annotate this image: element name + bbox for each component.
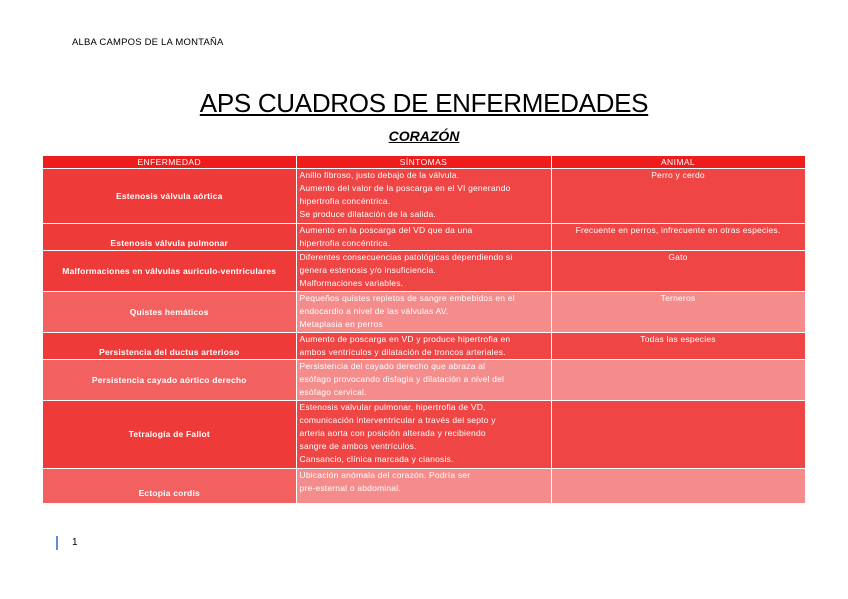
symptom-line: esófago provocando disfagia y dilatación a nivel del (299, 374, 505, 384)
symptom-line: Malformaciones variables. (299, 278, 404, 288)
symptoms-cell (296, 224, 551, 251)
animal-cell (551, 469, 805, 503)
table-row (43, 251, 805, 292)
disease-cell: Persistencia del ductus arterioso (43, 333, 296, 360)
symptom-line: Aumento del valor de la poscarga en el VI generando (299, 183, 511, 193)
symptom-line: esófago cervical. (299, 387, 367, 397)
animal-cell: Perro y cerdo (551, 169, 805, 224)
page-number: 1 (56, 536, 78, 550)
column-header-disease: ENFERMEDAD (43, 156, 296, 169)
symptom-line: Anillo fibroso, justo debajo de la válvula. (299, 170, 460, 180)
table-row (43, 333, 805, 360)
disease-cell: Malformaciones en válvulas auriculo-ventriculares (43, 251, 296, 292)
animal-cell: Gato (551, 251, 805, 292)
symptom-line: Metaplasia en perros (299, 319, 383, 329)
symptom-line: genera estenosis y/o insuficiencia. (299, 265, 436, 275)
table-row (43, 292, 805, 333)
symptoms-cell (296, 469, 551, 503)
table-row (43, 169, 805, 224)
symptoms-cell (296, 251, 551, 292)
disease-cell: Estenosis válvula aórtica (43, 169, 296, 224)
disease-cell: Tetralogía de Fallot (43, 401, 296, 469)
symptom-line: ambos ventrículos y dilatación de troncos arteriales. (299, 347, 506, 357)
table-row (43, 401, 805, 469)
symptoms-cell (296, 333, 551, 360)
symptom-line: hipertrofia concéntrica. (299, 238, 391, 248)
symptom-line: Persistencia del cayado derecho que abraza al (299, 361, 486, 371)
animal-cell: Todas las especies (551, 333, 805, 360)
symptoms-cell (296, 360, 551, 401)
animal-cell (551, 360, 805, 401)
symptom-line: sangre de ambos ventrículos. (299, 441, 417, 451)
symptom-line: pre-esternal o abdominal. (299, 483, 401, 493)
table-row (43, 224, 805, 251)
symptom-line: Aumento en la poscarga del VD que da una (299, 225, 473, 235)
symptom-line: Cansancio, clínica marcada y cianosis. (299, 454, 454, 464)
symptom-line: Se produce dilatación de la salida. (299, 209, 436, 219)
symptom-line: Pequeños quistes repletos de sangre embebidos en el (299, 293, 515, 303)
symptom-line: hipertrofia concéntrica. (299, 196, 391, 206)
symptom-line: Ubicación anómala del corazón. Podría ser (299, 470, 471, 480)
column-header-animal: ANIMAL (551, 156, 805, 169)
table-row (43, 469, 805, 503)
symptom-line: Aumento de poscarga en VD y produce hipertrofia en (299, 334, 511, 344)
animal-cell: Terneros (551, 292, 805, 333)
symptom-line: Diferentes consecuencias patológicas dependiendo si (299, 252, 513, 262)
disease-cell: Persistencia cayado aórtico derecho (43, 360, 296, 401)
table-row (43, 360, 805, 401)
symptom-line: Estenosis valvular pulmonar, hipertrofia de VD, (299, 402, 486, 412)
disease-cell: Ectopia cordis (43, 469, 296, 503)
symptoms-cell (296, 292, 551, 333)
symptom-line: endocardio a nivel de las válvulas AV. (299, 306, 449, 316)
disease-cell: Estenosis válvula pulmonar (43, 224, 296, 251)
diseases-table (43, 156, 806, 503)
animal-cell (551, 401, 805, 469)
section-subtitle: CORAZÓN (388, 128, 460, 144)
symptoms-cell (296, 169, 551, 224)
disease-cell: Quistes hemáticos (43, 292, 296, 333)
page-title: APS CUADROS DE ENFERMEDADES (199, 88, 649, 118)
author-header: ALBA CAMPOS DE LA MONTAÑA (72, 37, 224, 48)
animal-cell: Frecuente en perros, infrecuente en otras especies. (551, 224, 805, 251)
column-header-symptoms: SÍNTOMAS (296, 156, 551, 169)
symptoms-cell (296, 401, 551, 469)
table-header-row (43, 156, 805, 169)
symptom-line: comunicación interventricular a través del septo y (299, 415, 496, 425)
symptom-line: arteria aorta con posición alterada y recibiendo (299, 428, 486, 438)
